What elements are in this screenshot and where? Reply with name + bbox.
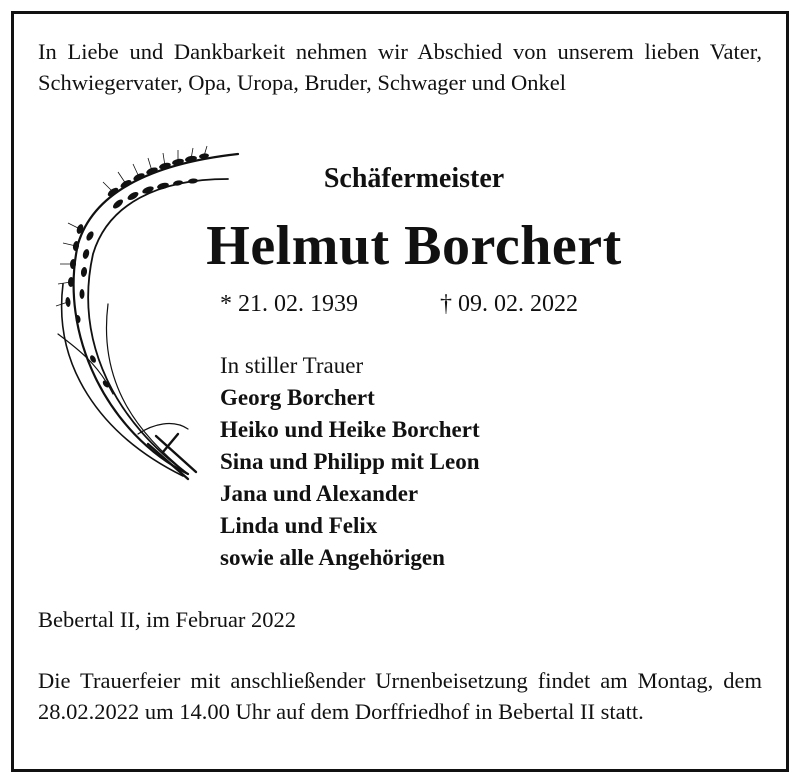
- notice-frame: [11, 11, 789, 772]
- mourner-line: Jana und Alexander: [220, 481, 419, 506]
- place-date: Bebertal II, im Februar 2022: [38, 607, 297, 632]
- mourning-lead: In stiller Trauer: [220, 353, 364, 378]
- mourner-line: Heiko und Heike Borchert: [220, 417, 480, 442]
- mourner-line: sowie alle Angehörigen: [220, 545, 445, 570]
- death-date: † 09. 02. 2022: [440, 291, 578, 317]
- mourners-block: [220, 350, 680, 574]
- deceased-name: Helmut Borchert: [206, 215, 622, 277]
- mourner-line: Linda und Felix: [220, 513, 378, 538]
- intro-text: In Liebe und Dankbarkeit nehmen wir Abschied von unserem lieben Vater, Schwiegervater, Opa, Uropa, Bruder, Schwager und Onkel: [38, 39, 762, 95]
- service-info: Die Trauerfeier mit anschließender Urnenbeisetzung findet am Montag, dem 28.02.2022 um 14.00 Uhr auf dem Dorffriedhof in Bebertal II statt.: [38, 668, 762, 724]
- life-dates: [220, 288, 640, 320]
- mourner-line: Georg Borchert: [220, 385, 375, 410]
- mourner-line: Sina und Philipp mit Leon: [220, 449, 480, 474]
- occupation-title: Schäfermeister: [323, 163, 505, 194]
- birth-date: * 21. 02. 1939: [220, 291, 358, 317]
